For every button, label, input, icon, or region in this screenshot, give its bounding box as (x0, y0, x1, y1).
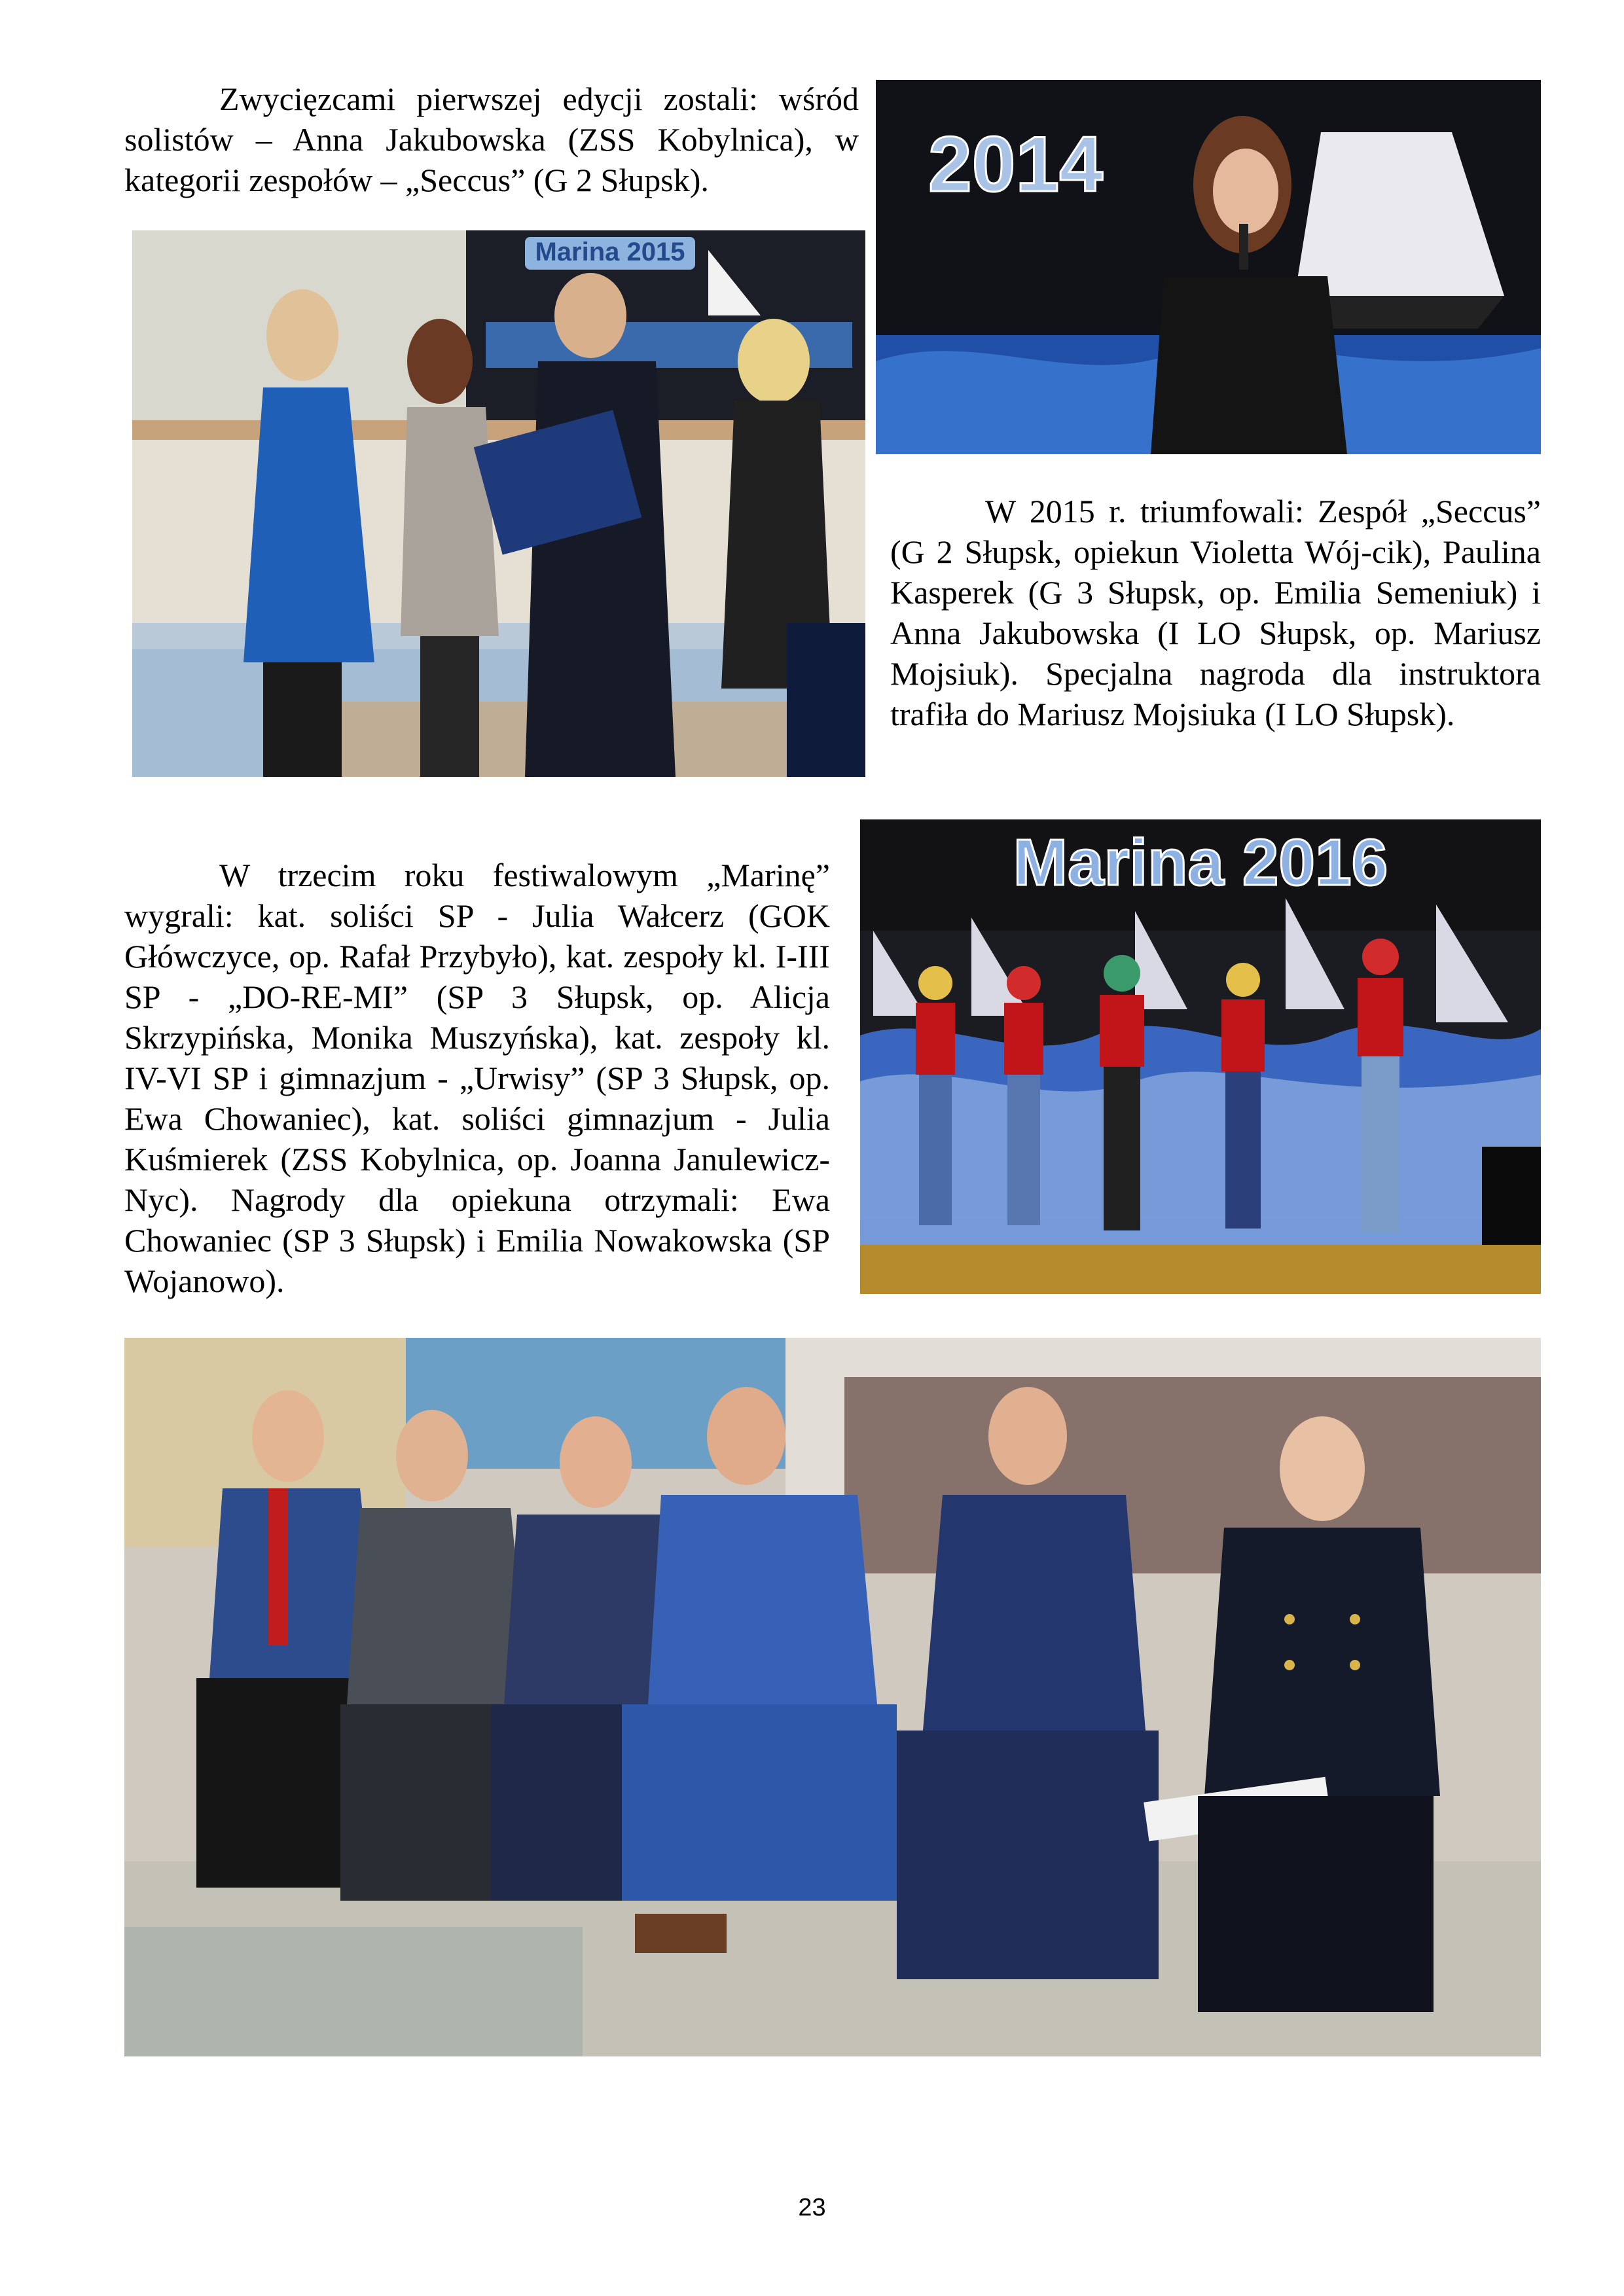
paragraph-3-text: W trzecim roku festiwalowym „Marinę” wygrali: kat. soliści SP - Julia Wałcerz (GOK Główczyce, op. Rafał Przybyło), kat. zespoły kl. I-III SP - „DO-RE-MI” (SP 3 Słupsk, op. Alicja Skrzypińska, Monika Muszyńska), kat. zespoły kl. IV-VI SP i gimnazjum - „Urwisy” (SP 3 Słupsk, op. Ewa Chowaniec), kat. soliści gimnazjum - Julia Kuśmierek (ZSS Kobylnica, op. Joanna Janulewicz- Nyc). Nagrody dla opiekuna otrzymali: Ewa Chowaniec (SP 3 Słupsk) i Emilia Nowakowska (SP Wojanowo). (124, 857, 830, 1299)
banner-2014: 2014 (928, 120, 1103, 208)
banner-marina-2015: Marina 2015 (535, 238, 685, 266)
photo-award-ceremony (132, 230, 865, 777)
paragraph-winners-first-edition (124, 79, 859, 200)
paragraph-2-text: W 2015 r. triumfowali: Zespół „Seccus” (G 2 Słupsk, opiekun Violetta Wój-cik), Paulina Kasperek (G 3 Słupsk, op. Emilia Semeniuk) i Anna Jakubowska (I LO Słupsk, op. Mariusz Mojsiuk). Specjalna nagroda dla instruktora trafiła do Mariusz Mojsiuka (I LO Słupsk). (890, 493, 1541, 732)
paragraph-1-text: Zwycięzcami pierwszej edycji zostali: wśród solistów – Anna Jakubowska (ZSS Kobylnica), w kategorii zespołów – „Seccus” (G 2 Słupsk). (124, 81, 859, 198)
photo-audience-guests (124, 1338, 1541, 2056)
paragraph-2015-winners (890, 491, 1541, 734)
photo-singer-2014 (876, 80, 1541, 454)
photo-group-stage-2016 (860, 819, 1541, 1294)
banner-marina-2016: Marina 2016 (1013, 826, 1388, 899)
page-number: 23 (798, 2194, 826, 2221)
paragraph-third-year-winners (124, 855, 830, 1301)
